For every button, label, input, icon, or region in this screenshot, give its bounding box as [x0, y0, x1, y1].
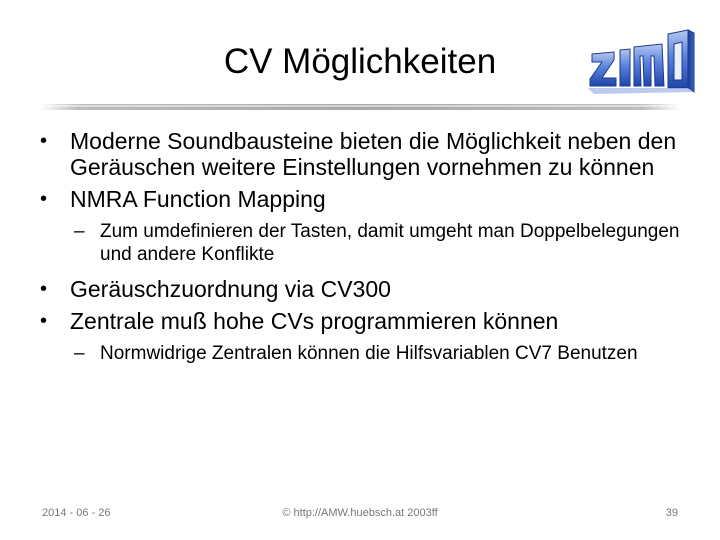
sub-bullet-text: Zum umdefinieren der Tasten, damit umgeht man Doppelbelegungen und andere Konflikte: [100, 221, 680, 265]
bullet-dot: •: [40, 278, 48, 300]
bullet-text: Geräuschzuordnung via CV300: [70, 276, 391, 302]
bullet-item: [40, 186, 690, 212]
slide-number: 39: [665, 507, 678, 519]
footer-date: 2014 - 06 - 26: [42, 507, 111, 519]
bullet-item: [40, 128, 690, 180]
sub-bullet-item: [40, 342, 690, 365]
bullet-text: Zentrale muß hohe CVs programmieren können: [70, 308, 559, 334]
bullet-item: [40, 308, 690, 334]
sub-bullet-dash: –: [74, 221, 85, 242]
bullet-dot: •: [40, 188, 48, 210]
bullet-item: [40, 276, 690, 302]
slide-body: [40, 128, 690, 375]
bullet-dot: •: [40, 130, 48, 152]
sub-bullet-item: [40, 220, 690, 266]
bullet-text: NMRA Function Mapping: [70, 186, 326, 212]
title-divider: [40, 104, 680, 110]
zimo-logo: [584, 22, 696, 102]
zimo-logo-icon: [584, 22, 696, 102]
sub-bullet-text: Normwidrige Zentralen können die Hilfsvariablen CV7 Benutzen: [100, 343, 638, 364]
footer-copyright: © http://AMW.huebsch.at 2003ff: [282, 507, 438, 519]
bullet-dot: •: [40, 310, 48, 332]
slide-title: CV Möglichkeiten: [223, 42, 497, 81]
sub-bullet-dash: –: [74, 343, 85, 364]
bullet-text: Moderne Soundbausteine bieten die Möglichkeit neben den Geräuschen weitere Einstellungen vornehmen zu können: [70, 128, 677, 180]
